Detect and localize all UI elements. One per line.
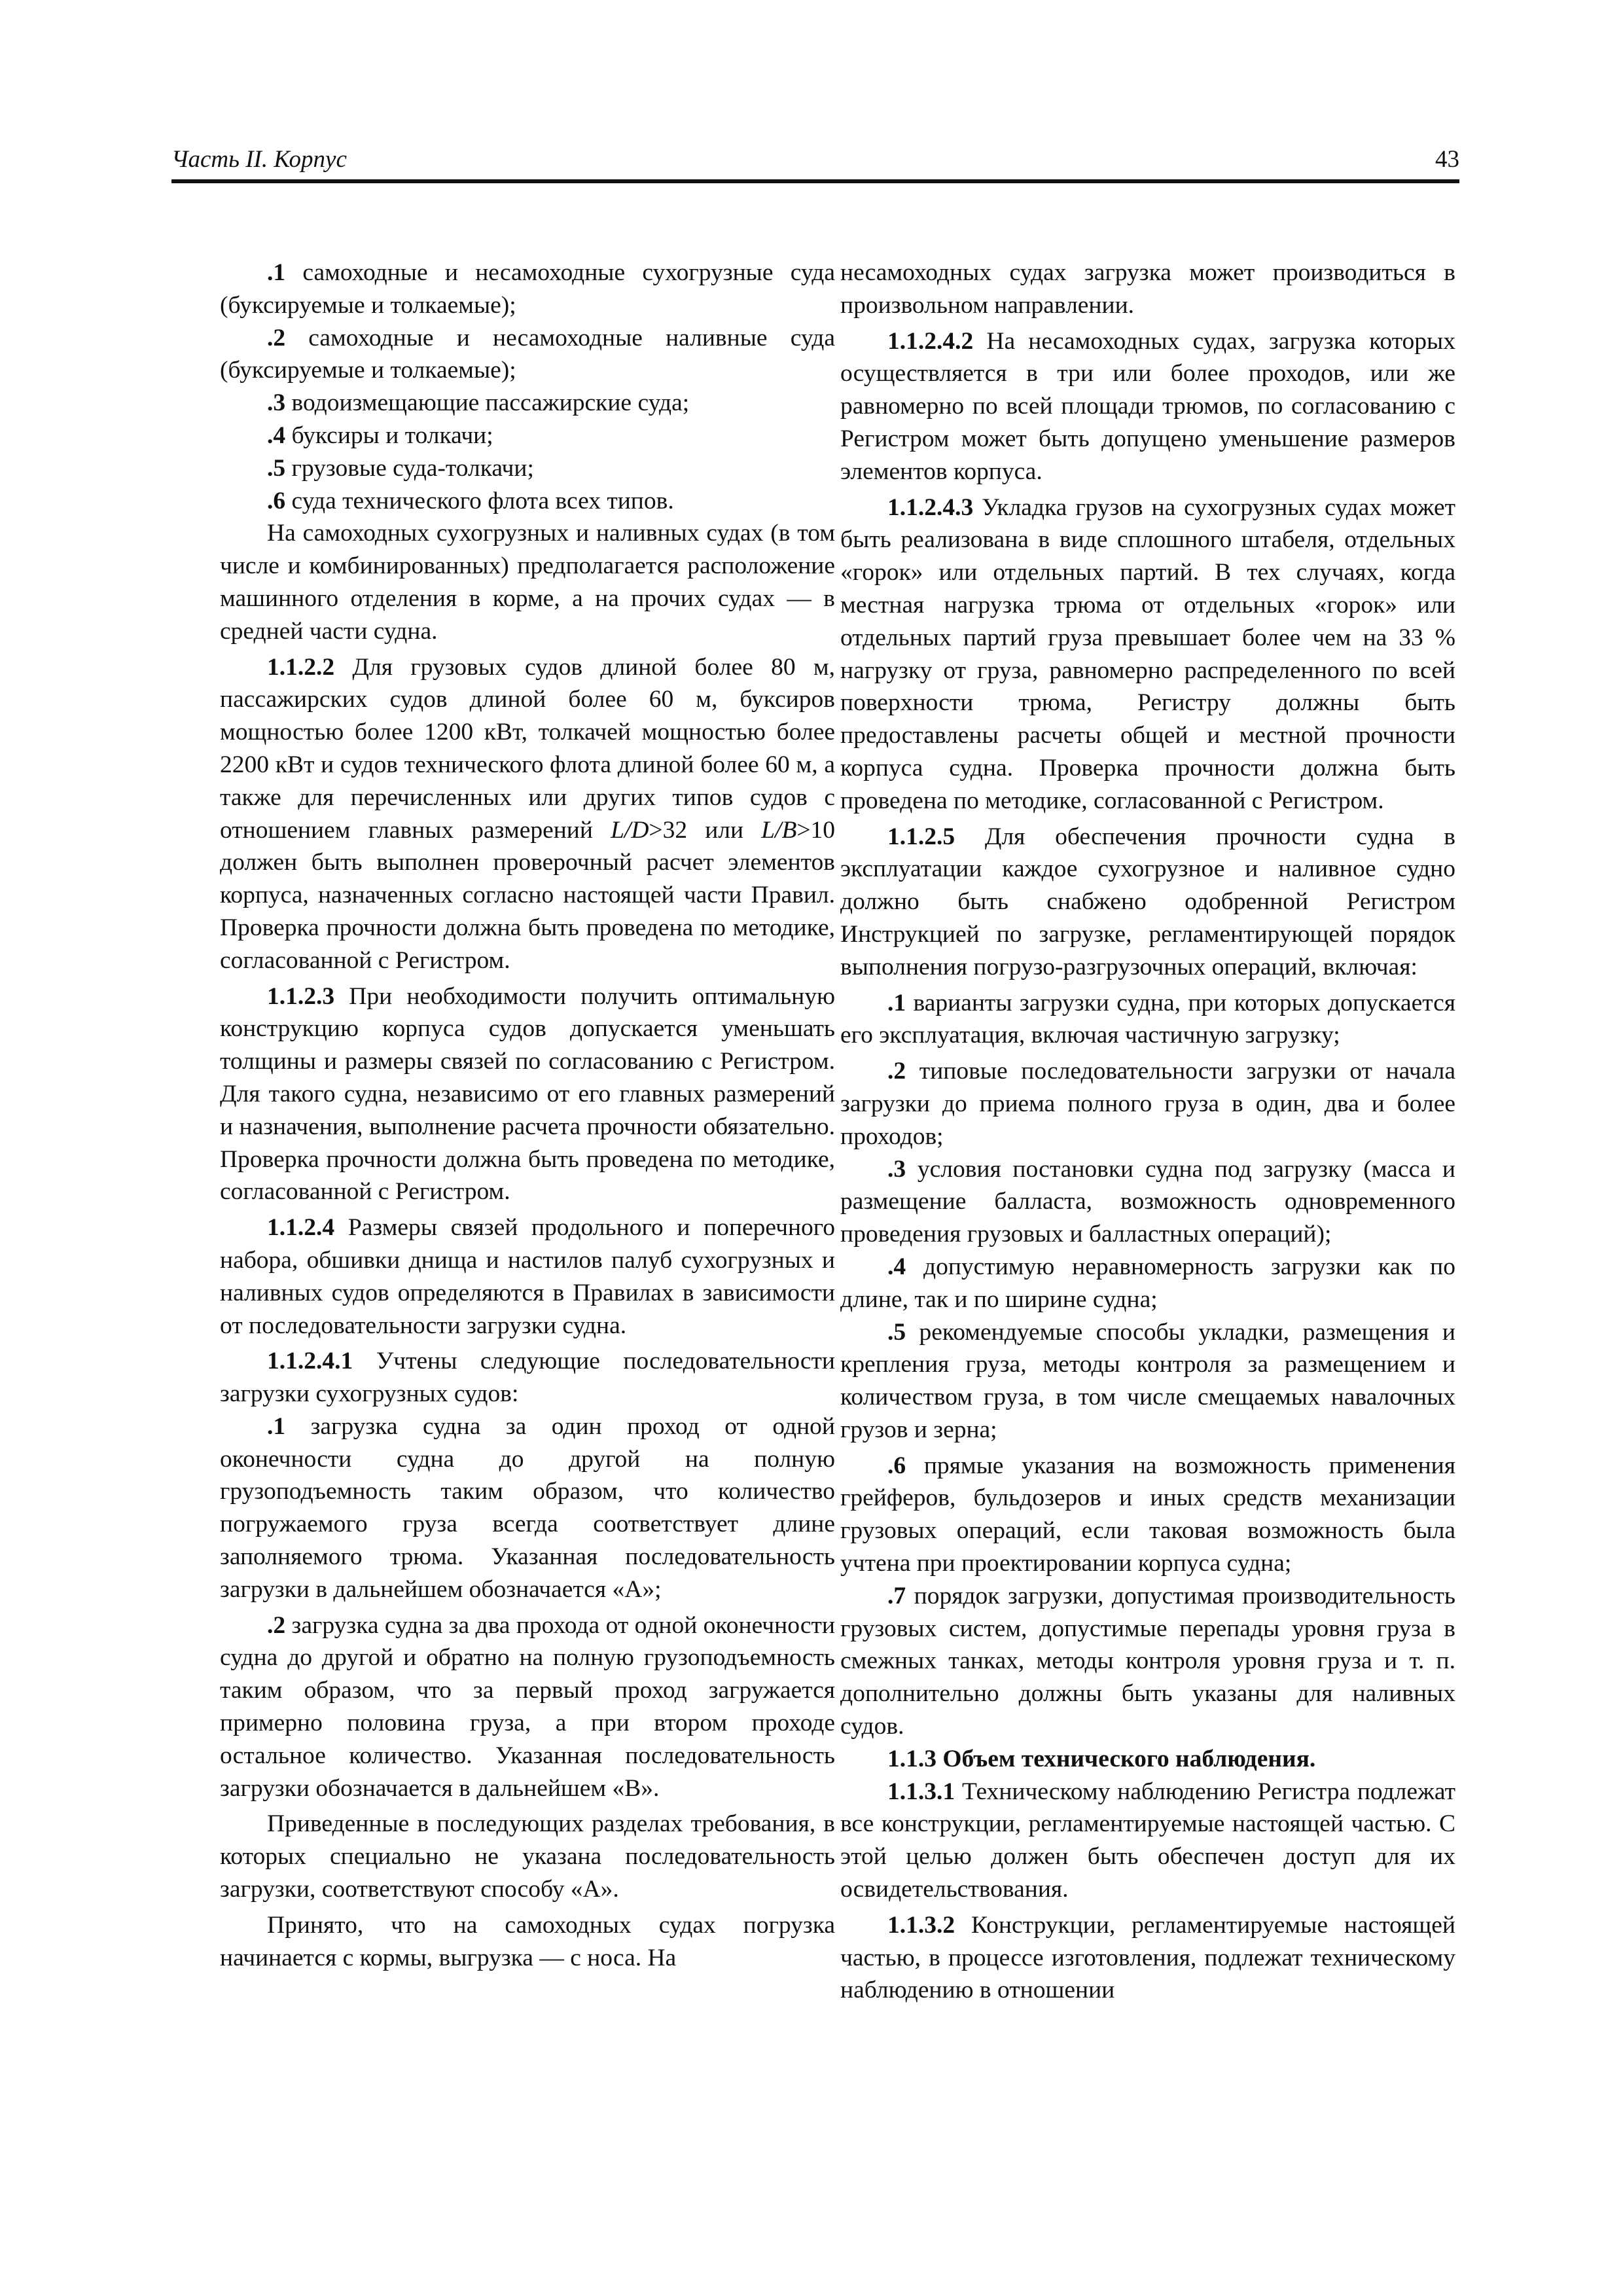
clause-text: Техническому наблюдению Регистра подлежат все конструкции, регламентируемые настоящей частью. С этой целью должен быть обеспечен доступ для их освидетельствования.: [840, 1778, 1455, 1903]
clause-number: 1.1.3.1: [887, 1778, 955, 1805]
item-number: .6: [887, 1452, 906, 1479]
clause-1-1-3-1: [840, 1776, 1455, 1906]
list-item: [220, 322, 835, 387]
paragraph: На самоходных сухогрузных и наливных судах (в том числе и комбинированных) предполагается расположение машинного отделения в корме, а на прочих судах — в средней части судна.: [220, 520, 835, 645]
running-header: [171, 143, 1459, 183]
list-item: [840, 1251, 1455, 1316]
ratio-ld: L/D: [611, 816, 649, 844]
item-number: .2: [267, 324, 286, 351]
item-number: .1: [267, 259, 286, 286]
item-text: самоходные и несамоходные наливные суда (буксируемые и толкаемые);: [220, 324, 835, 384]
clause-number: 1.1.2.4: [267, 1214, 335, 1242]
item-number: .4: [887, 1253, 906, 1280]
clause-1-1-2-4-1: [220, 1345, 835, 1410]
clause-1-1-2-3: [220, 980, 835, 1209]
clause-number: 1.1.3.2: [887, 1911, 955, 1939]
list-item: [220, 420, 835, 452]
clause-text: Учтены следующие последовательности загрузки сухогрузных судов:: [220, 1348, 835, 1408]
clause-text: При необходимости получить оптимальную конструкцию корпуса судов допускается уменьшать толщины и размеры связей по согласованию с Регистром. Для такого судна, независимо от его главных размерений и назначения, выполнение расчета прочности обязательно. Проверка прочности должна быть проведена по методике, согласованной с Регистром.: [220, 982, 835, 1206]
item-text: типовые последовательности загрузки от начала загрузки до приема полного груза в один, два и более проходов;: [840, 1058, 1455, 1150]
list-item: [840, 1316, 1455, 1446]
left-column: [220, 257, 835, 1974]
item-text: загрузка судна за один проход от одной оконечности судна до другой на полную грузоподъемность таким образом, что количество погружаемого груза всегда соответствует длине заполняемого трюма. Указанная последовательность загрузки в дальнейшем обозначается «A»;: [220, 1412, 835, 1603]
item-number: .1: [887, 989, 906, 1016]
paragraph: Принято, что на самоходных судах погрузка начинается с кормы, выгрузка — с носа. На: [220, 1911, 835, 1971]
list-item: [840, 1450, 1455, 1580]
clause-1-1-2-4: [220, 1211, 835, 1342]
item-text: загрузка судна за два прохода от одной оконечности судна до другой и обратно на полную грузоподъемность таким образом, что за первый проход загружается примерно половина груза, а при втором проходе остальное количество. Указанная последовательность загрузки обозначается в дальнейшем «B».: [220, 1611, 835, 1802]
clause-text: Конструкции, регламентируемые настоящей частью, в процессе изготовления, подлежат техническому наблюдению в отношении: [840, 1911, 1455, 2004]
list-item: [220, 1410, 835, 1606]
item-number: .7: [887, 1582, 906, 1609]
clause-number: 1.1.2.5: [887, 823, 955, 850]
list-item: [840, 987, 1455, 1052]
paragraph: Приведенные в последующих разделах требования, в которых специально не указана последовательность загрузки, соответствуют способу «A».: [220, 1810, 835, 1903]
list-item: [220, 387, 835, 420]
list-item: [840, 1055, 1455, 1153]
item-text: буксиры и толкачи;: [285, 422, 493, 449]
item-number: .2: [887, 1058, 906, 1085]
clause-1-1-2-5: [840, 821, 1455, 984]
item-text: самоходные и несамоходные сухогрузные суда (буксируемые и толкаемые);: [220, 259, 835, 319]
item-number: .4: [267, 422, 286, 449]
item-text: рекомендуемые способы укладки, размещения и крепления груза, методы контроля за размещением и количеством груза, в том числе смещаемых навалочных грузов и зерна;: [840, 1318, 1455, 1443]
clause-1-1-2-4-2: [840, 325, 1455, 488]
item-text: водоизмещающие пассажирские суда;: [285, 389, 690, 417]
item-number: .1: [267, 1412, 286, 1440]
section-heading-text: 1.1.3 Объем технического наблюдения.: [887, 1745, 1316, 1772]
item-number: .5: [887, 1318, 906, 1346]
header-title: Часть II. Корпус: [171, 146, 347, 173]
clause-text: Для обеспечения прочности судна в эксплуатации каждое сухогрузное и наливное судно должно быть снабжено одобренной Регистром Инструкцией по загрузке, регламентирующей порядок выполнения погрузо-разгрузочных операций, включая:: [840, 823, 1455, 980]
list-item: [220, 257, 835, 322]
list-item: [220, 452, 835, 485]
clause-number: 1.1.2.3: [267, 982, 335, 1010]
item-number: .3: [267, 389, 286, 417]
clause-text: >32 или: [649, 816, 762, 844]
list-item: [840, 1580, 1455, 1743]
clause-1-1-3-2: [840, 1909, 1455, 2007]
clause-1-1-2-2: [220, 651, 835, 977]
clause-text: На несамоходных судах, загрузка которых осуществляется в три или более проходов, или же равномерно по всей площади трюмов, по согласованию с Регистром может быть допущено уменьшение размеров элементов корпуса.: [840, 327, 1455, 485]
clause-number: 1.1.2.2: [267, 653, 335, 681]
item-text: суда технического флота всех типов.: [285, 487, 674, 514]
item-text: условия постановки судна под загрузку (масса и размещение балласта, возможность одновременного проведения грузовых и балластных операций);: [840, 1155, 1455, 1248]
section-heading: [840, 1743, 1455, 1776]
clause-text: Укладка грузов на сухогрузных судах может быть реализована в виде сплошного штабеля, отдельных «горок» или отдельных партий. В тех случаях, когда местная нагрузка трюма от отдельных «горок» или отдельных партий груза превышает более чем на 33 % нагрузку от груза, равномерно распределенного по всей поверхности трюма, Регистру должны быть предоставлены расчеты общей и местной прочности корпуса судна. Проверка прочности должна быть проведена по методике, согласованной с Регистром.: [840, 493, 1455, 814]
item-number: .6: [267, 487, 286, 514]
clause-number: 1.1.2.4.3: [887, 493, 974, 521]
list-item: [220, 485, 835, 518]
list-item: [220, 1609, 835, 1805]
item-number: .5: [267, 454, 286, 482]
paragraph: несамоходных судах загрузка может производиться в произвольном направлении.: [840, 259, 1455, 319]
clause-1-1-2-4-3: [840, 492, 1455, 817]
clause-number: 1.1.2.4.2: [887, 327, 974, 355]
ratio-lb: L/B: [761, 816, 797, 844]
page-number: 43: [1435, 146, 1459, 173]
clause-text: Размеры связей продольного и поперечного набора, обшивки днища и настилов палуб сухогрузных и наливных судов определяются в Правилах в зависимости от последовательности загрузки судна.: [220, 1214, 835, 1339]
clause-number: 1.1.2.4.1: [267, 1348, 353, 1375]
item-text: прямые указания на возможность применения грейферов, бульдозеров и иных средств механизации грузовых операций, если таковая возможность была учтена при проектировании корпуса судна;: [840, 1452, 1455, 1577]
item-number: .2: [267, 1611, 286, 1639]
item-text: допустимую неравномерность загрузки как по длине, так и по ширине судна;: [840, 1253, 1455, 1313]
item-number: .3: [887, 1155, 906, 1183]
item-text: порядок загрузки, допустимая производительность грузовых систем, допустимые перепады уровня груза в смежных танках, методы контроля уровня груза и т. п. дополнительно должны быть указаны для наливных судов.: [840, 1582, 1455, 1740]
clause-text: >10 должен быть выполнен проверочный расчет элементов корпуса, назначенных согласно настоящей части Правил. Проверка прочности должна быть проведена по методике, согласованной с Регистром.: [220, 816, 836, 974]
right-column: [840, 257, 1455, 2007]
list-item: [840, 1153, 1455, 1251]
clause-text: Для грузовых судов длиной более 80 м, пассажирских судов длиной более 60 м, буксиров мощностью более 1200 кВт, толкачей мощностью более 2200 кВт и судов технического флота длиной более 60 м, а также для перечисленных или других типов судов с отношением главных размерений: [220, 653, 835, 844]
item-text: грузовые суда-толкачи;: [285, 454, 534, 482]
item-text: варианты загрузки судна, при которых допускается его эксплуатация, включая частичную загрузку;: [840, 989, 1455, 1049]
